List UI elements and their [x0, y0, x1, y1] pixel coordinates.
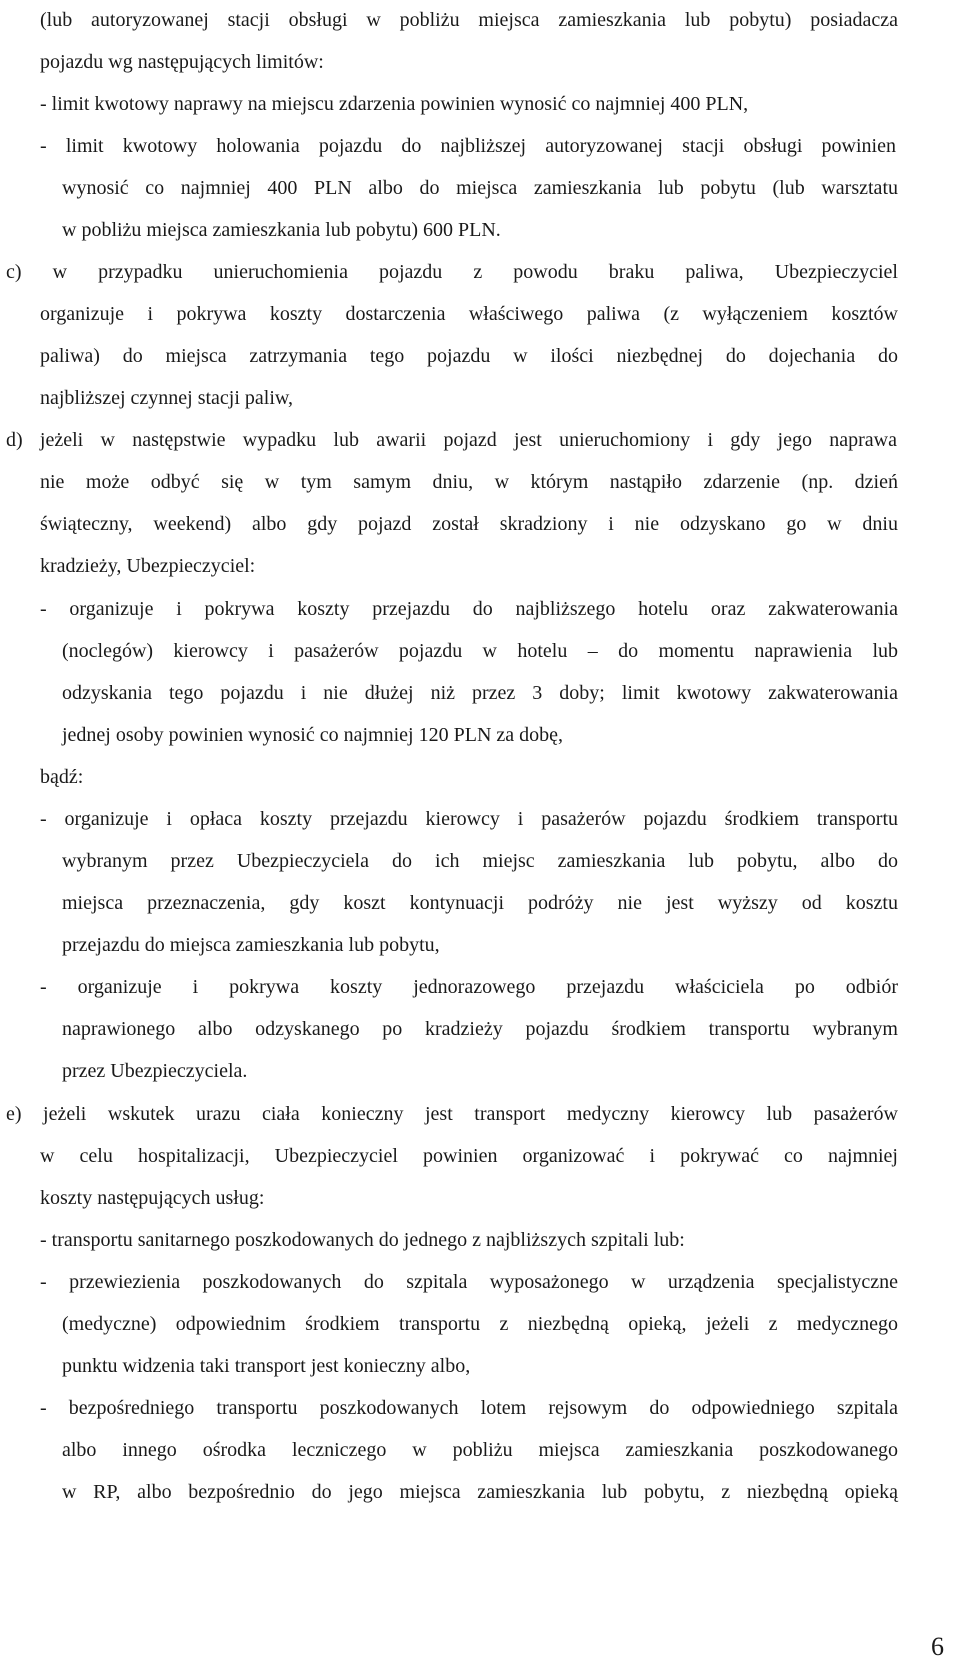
text-line: jednej osoby powinien wynosić co najmniej 120 PLN za dobę,	[62, 724, 564, 746]
text-line: (medyczne) odpowiednim środkiem transportu z niezbędną opieką, jeżeli z medycznego	[62, 1313, 898, 1335]
text-line: świąteczny, weekend) albo gdy pojazd został skradziony i nie odzyskano go w dniu	[40, 513, 898, 535]
text-line: albo innego ośrodka leczniczego w pobliżu miejsca zamieszkania poszkodowanego	[62, 1439, 898, 1461]
text-line: wybranym przez Ubezpieczyciela do ich miejsc zamieszkania lub pobytu, albo do	[62, 850, 898, 872]
text-line: wynosić co najmniej 400 PLN albo do miejsca zamieszkania lub pobytu (lub warsztatu	[62, 177, 898, 199]
text-line: bądź:	[40, 766, 84, 788]
text-line: (lub autoryzowanej stacji obsługi w pobliżu miejsca zamieszkania lub pobytu) posiadacza	[40, 9, 898, 31]
text-line: pojazdu wg następujących limitów:	[40, 51, 324, 73]
text-line: kradzieży, Ubezpieczyciel:	[40, 555, 256, 577]
text-line: paliwa) do miejsca zatrzymania tego pojazdu w ilości niezbędnej do dojechania do	[40, 345, 898, 367]
list-item: - przewiezienia poszkodowanych do szpitala wyposażonego w urządzenia specjalistyczne	[40, 1271, 898, 1293]
list-item: - bezpośredniego transportu poszkodowanych lotem rejsowym do odpowiedniego szpitala	[40, 1397, 898, 1419]
text-line: organizuje i pokrywa koszty dostarczenia właściwego paliwa (z wyłączeniem kosztów	[40, 303, 898, 325]
text-line: w celu hospitalizacji, Ubezpieczyciel powinien organizować i pokrywać co najmniej	[40, 1145, 898, 1167]
text-line: naprawionego albo odzyskanego po kradzieży pojazdu środkiem transportu wybranym	[62, 1018, 898, 1040]
list-item: - organizuje i opłaca koszty przejazdu kierowcy i pasażerów pojazdu środkiem transportu	[40, 808, 898, 830]
list-item: e) jeżeli wskutek urazu ciała konieczny jest transport medyczny kierowcy lub pasażerów	[6, 1103, 898, 1125]
list-item: - limit kwotowy naprawy na miejscu zdarzenia powinien wynosić co najmniej 400 PLN,	[40, 93, 749, 115]
text-line: punktu widzenia taki transport jest konieczny albo,	[62, 1355, 471, 1377]
list-item: - limit kwotowy holowania pojazdu do najbliższej autoryzowanej stacji obsługi powinien	[40, 135, 896, 157]
text-line: przejazdu do miejsca zamieszkania lub pobytu,	[62, 934, 440, 956]
text-line: miejsca przeznaczenia, gdy koszt kontynuacji podróży nie jest wyższy od kosztu	[62, 892, 898, 914]
text-line: (noclegów) kierowcy i pasażerów pojazdu w hotelu – do momentu naprawienia lub	[62, 640, 898, 662]
text-line: odzyskania tego pojazdu i nie dłużej niż przez 3 doby; limit kwotowy zakwaterowania	[62, 682, 898, 704]
list-item: - transportu sanitarnego poszkodowanych do jednego z najbliższych szpitali lub:	[40, 1229, 685, 1251]
text-line: przez Ubezpieczyciela.	[62, 1060, 248, 1082]
text-line: nie może odbyć się w tym samym dniu, w którym nastąpiło zdarzenie (np. dzień	[40, 471, 898, 493]
list-item: d) jeżeli w następstwie wypadku lub awarii pojazd jest unieruchomiony i gdy jego naprawa	[6, 429, 897, 451]
page-number: 6	[931, 1632, 944, 1661]
text-line: w RP, albo bezpośrednio do jego miejsca zamieszkania lub pobytu, z niezbędną opieką	[62, 1481, 898, 1503]
text-line: koszty następujących usług:	[40, 1187, 265, 1209]
list-item: - organizuje i pokrywa koszty jednorazowego przejazdu właściciela po odbiór	[40, 976, 898, 998]
list-item: c) w przypadku unieruchomienia pojazdu z powodu braku paliwa, Ubezpieczyciel	[6, 261, 898, 283]
list-item: - organizuje i pokrywa koszty przejazdu do najbliższego hotelu oraz zakwaterowania	[40, 598, 898, 620]
text-line: najbliższej czynnej stacji paliw,	[40, 387, 294, 409]
text-line: w pobliżu miejsca zamieszkania lub pobytu) 600 PLN.	[62, 219, 501, 241]
